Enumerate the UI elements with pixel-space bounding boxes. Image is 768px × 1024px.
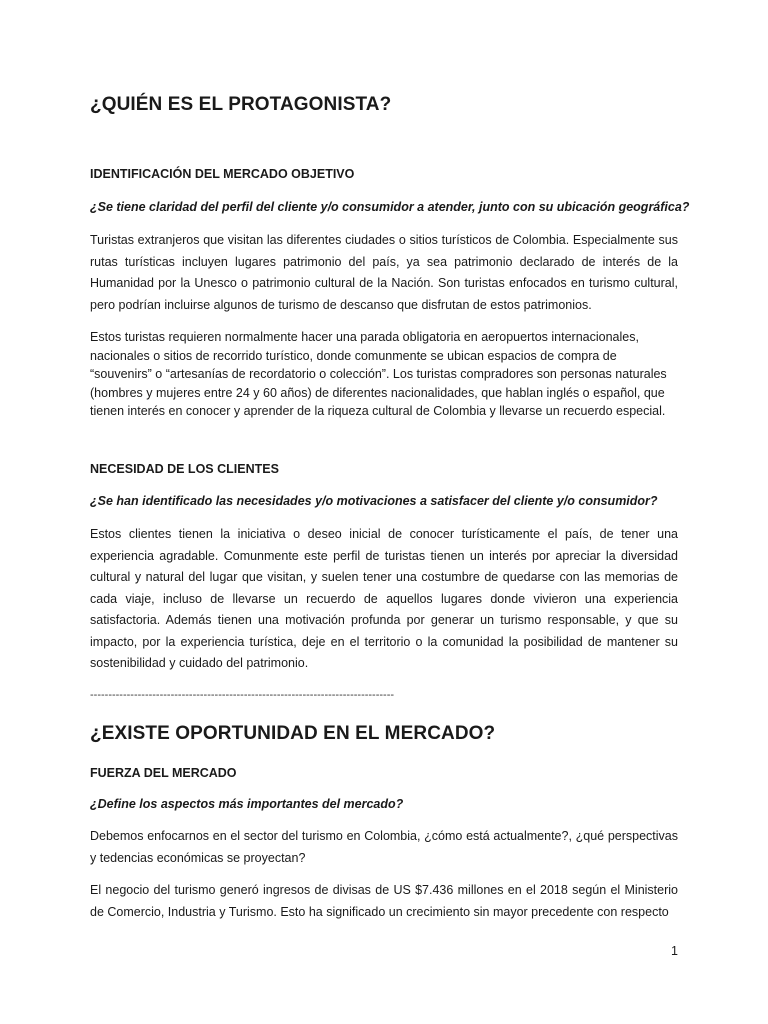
section-title-protagonista: ¿QUIÉN ES EL PROTAGONISTA? [90,94,392,115]
section-title-oportunidad: ¿EXISTE OPORTUNIDAD EN EL MERCADO? [90,723,496,744]
paragraph-turistas-extranjeros: Turistas extranjeros que visitan las diferentes ciudades o sitios turísticos de Colombia. Especialmente sus rutas turísticas incluyen lugares patrimonio del país, ya sea patrimonio declarado de interés de la Humanidad por la Unesco o patrimonio cultural de la Nación. Son turistas enfocados en turismo cultural, pero podrían incluirse algunos de turismo de descanso que disfrutan de estos patrimonios. [90,233,678,312]
paragraph-iniciativa-clientes: Estos clientes tienen la iniciativa o deseo inicial de conocer turísticamente el país, de tener una experiencia agradable. Comunmente este perfil de turistas tienen un interés por apreciar la diversidad cultural y natural del lugar que visitan, y suelen tener una costumbre de quedarse con las memorias de cada viaje, incluso de llevarse un recuerdo de aquellos lugares donde vivieron una experiencia satisfactoria. Además tienen una motivación profunda por generar un turismo responsable, y que su impacto, por la experiencia turística, deje en el territorio o la comunidad la posibilidad de mantener su sostenibilidad y cuidado del patrimonio. [90,527,678,670]
subheading-mercado-objetivo: IDENTIFICACIÓN DEL MERCADO OBJETIVO [90,167,355,181]
question-aspectos-mercado: ¿Define los aspectos más importantes del mercado? [90,797,404,811]
subheading-necesidad-clientes: NECESIDAD DE LOS CLIENTES [90,462,279,476]
page-number: 1 [671,944,678,958]
paragraph-sector-turismo: Debemos enfocarnos en el sector del turismo en Colombia, ¿cómo está actualmente?, ¿qué perspectivas y tedencias económicas se proyectan? [90,829,678,865]
question-necesidades: ¿Se han identificado las necesidades y/o motivaciones a satisfacer del cliente y/o consumidor? [90,494,658,508]
dashed-separator: ----------------------------------------------------------------------------------- [90,689,395,701]
question-perfil-cliente: ¿Se tiene claridad del perfil del cliente y/o consumidor a atender, junto con su ubicación geográfica? [90,200,690,214]
paragraph-parada-obligatoria: Estos turistas requieren normalmente hacer una parada obligatoria en aeropuertos internacionales, nacionales o sitios de recorrido turístico, donde comunmente se ubican espacios de compra de “souvenirs” o “artesanías de recordatorio o colección”. Los turistas compradores son personas naturales (hombres y mujeres entre 24 y 60 años) de diferentes nacionalidades, que hablan inglés o español, que tienen interés en conocer y aprender de la riqueza cultural de Colombia y llevarse un recuerdo especial. [90,330,667,418]
subheading-fuerza-mercado: FUERZA DEL MERCADO [90,766,237,780]
paragraph-ingresos-divisas: El negocio del turismo generó ingresos de divisas de US $7.436 millones en el 2018 según el Ministerio de Comercio, Industria y Turismo. Esto ha significado un crecimiento sin mayor precedente con respecto [90,883,678,919]
